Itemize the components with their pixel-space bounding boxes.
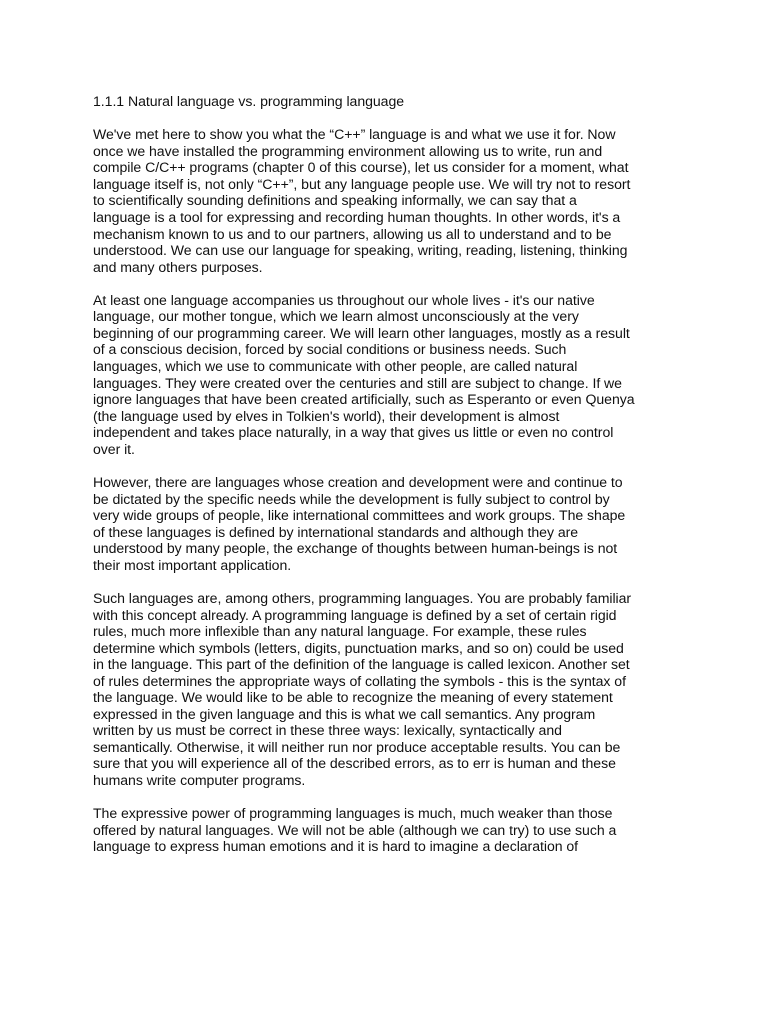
paragraph-5: The expressive power of programming languages is much, much weaker than those offered by natural languages. We will not be able (although we can try) to use such a language to express human emotions and it is hard to imagine a declaration of <box>93 805 617 855</box>
paragraph-2: At least one language accompanies us throughout our whole lives - it's our native language, our mother tongue, which we learn almost unconsciously at the very beginning of our programming career. We will learn other languages, mostly as a result of a conscious decision, forced by social conditions or business needs. Such languages, which we use to communicate with other people, are called natural languages. They were created over the centuries and still are subject to change. If we ignore languages that have been created artificially, such as Esperanto or even Quenya (the language used by elves in Tolkien's world), their development is almost independent and takes place naturally, in a way that gives us little or even no control over it. <box>93 291 635 457</box>
document-body <box>93 93 638 872</box>
section-heading: 1.1.1 Natural language vs. programming language <box>93 93 405 109</box>
paragraph-4: Such languages are, among others, programming languages. You are probably familiar with this concept already. A programming language is defined by a set of certain rigid rules, much more inflexible than any natural language. For example, these rules determine which symbols (letters, digits, punctuation marks, and so on) could be used in the language. This part of the definition of the language is called lexicon. Another set of rules determines the appropriate ways of collating the symbols - this is the syntax of the language. We would like to be able to recognize the meaning of every statement expressed in the given language and this is what we call semantics. Any program written by us must be correct in these three ways: lexically, syntactically and semantically. Otherwise, it will neither run nor produce acceptable results. You can be sure that you will experience all of the described errors, as to err is human and these humans write computer programs. <box>93 589 632 788</box>
paragraph-3: However, there are languages whose creation and development were and continue to be dictated by the specific needs while the development is fully subject to control by very wide groups of people, like international committees and work groups. The shape of these languages is defined by international standards and although they are understood by many people, the exchange of thoughts between human-beings is not their most important application. <box>93 474 626 573</box>
paragraph-1: We've met here to show you what the “C++” language is and what we use it for. Now once we have installed the programming environment allowing us to write, run and compile C/C++ programs (chapter 0 of this course), let us consider for a moment, what language itself is, not only “C++”, but any language people use. We will try not to resort to scientifically sounding definitions and speaking informally, we can say that a language is a tool for expressing and recording human thoughts. In other words, it's a mechanism known to us and to our partners, allowing us all to understand and to be understood. We can use our language for speaking, writing, reading, listening, thinking and many others purposes. <box>93 126 631 275</box>
